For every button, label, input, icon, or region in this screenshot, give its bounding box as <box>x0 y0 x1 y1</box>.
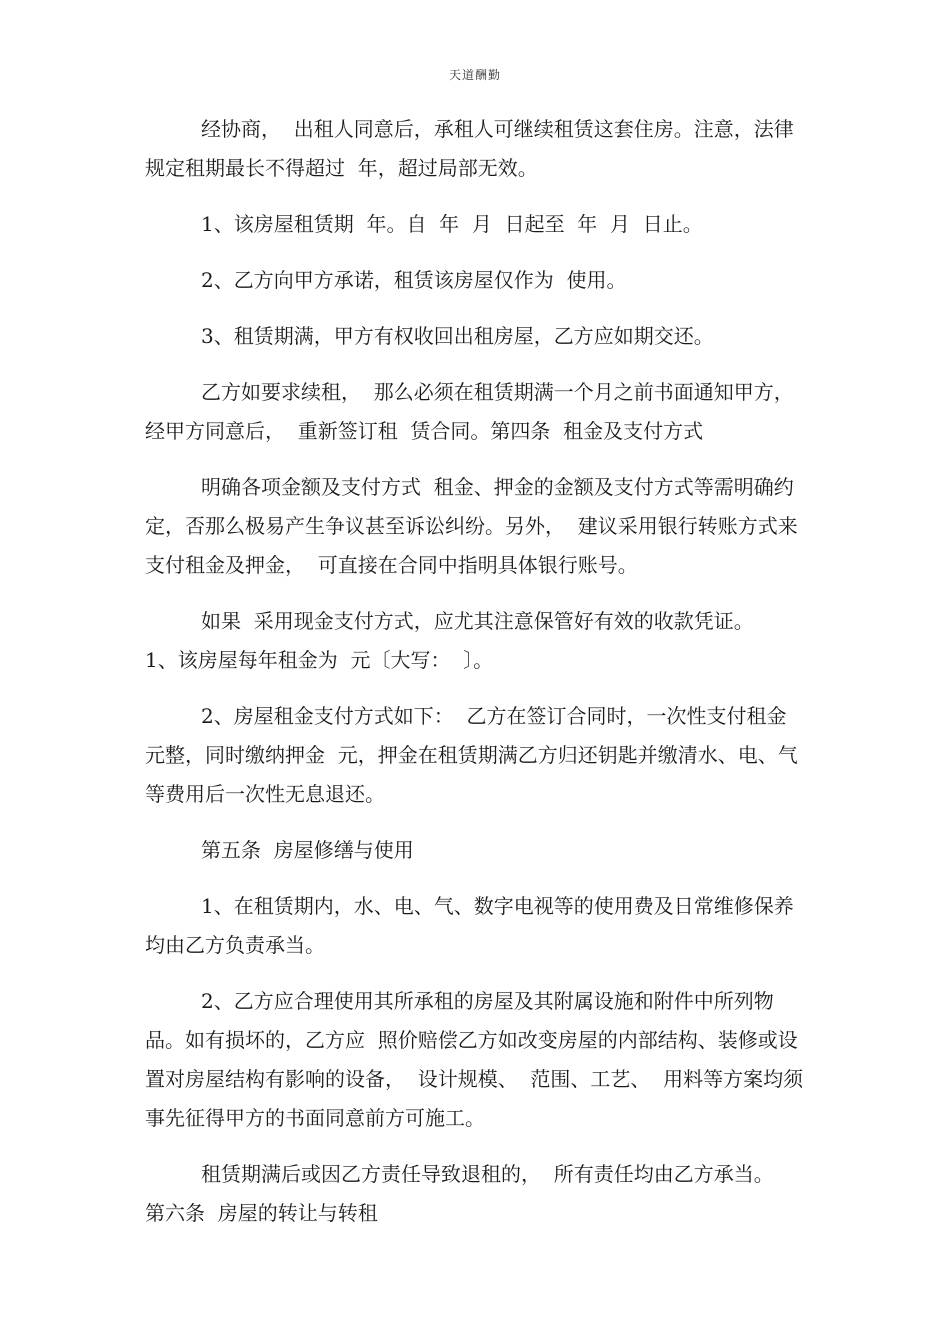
document-body <box>145 110 810 1250</box>
paragraph-use-purpose: 2、乙方向甲方承诺，租赁该房屋仅作为 使用。 <box>201 268 627 292</box>
paragraph-payment-method: 2、房屋租金支付方式如下： 乙方在签订合同时，一次性支付租金 元整，同时缴纳押金 元，押金在租赁期满乙方归还钥匙并缴清水、电、气等费用后一次性无息退还。 <box>145 704 800 806</box>
section-heading-article-6: 第六条 房屋的转让与转租 <box>145 1201 378 1225</box>
paragraph-cash-payment: 如果 采用现金支付方式，应尤其注意保管好有效的收款凭证。 <box>201 609 754 633</box>
paragraph-renewal-request: 乙方如要求续租， 那么必须在租赁期满一个月之前书面通知甲方， 经甲方同意后， 重新签订租 赁合同。第四条 租金及支付方式 <box>145 380 807 443</box>
paragraph-termination-liability: 租赁期满后或因乙方责任导致退租的， 所有责任均由乙方承当。 <box>201 1162 774 1186</box>
paragraph-utility-costs: 1、在租赁期内，水、电、气、数字电视等的使用费及日常维修保养均由乙方负责承当。 <box>145 894 794 957</box>
page-header: 天道酬勤 <box>448 68 501 82</box>
paragraph-payment-terms: 明确各项金额及支付方式 租金、押金的金额及支付方式等需明确约定，否那么极易产生争议甚至诉讼纠纷。另外， 建议采用银行转账方式来支付租金及押金， 可直接在合同中指明具体银行账号。 <box>145 475 798 577</box>
section-heading-article-5: 第五条 房屋修缮与使用 <box>201 838 414 862</box>
paragraph-lease-term: 1、该房屋租赁期 年。自 年 月 日起至 年 月 日止。 <box>201 212 703 236</box>
paragraph-renewal-consent: 经协商， 出租人同意后，承租人可继续租赁这套住房。注意，法律规定租期最长不得超过 年，超过局部无效。 <box>145 117 794 180</box>
paragraph-lease-expiry: 3、租赁期满，甲方有权收回出租房屋，乙方应如期交还。 <box>201 324 714 348</box>
paragraph-annual-rent: 1、该房屋每年租金为 元〔大写： 〕。 <box>145 648 494 672</box>
paragraph-property-use: 2、乙方应合理使用其所承租的房屋及其附属设施和附件中所列物品。如有损坏的，乙方应 照价赔偿乙方如改变房屋的内部结构、装修或设置对房屋结构有影响的设备， 设计规模、 范围、工艺、 用料等方案均须事先征得甲方的书面同意前方可施工。 <box>145 989 804 1130</box>
